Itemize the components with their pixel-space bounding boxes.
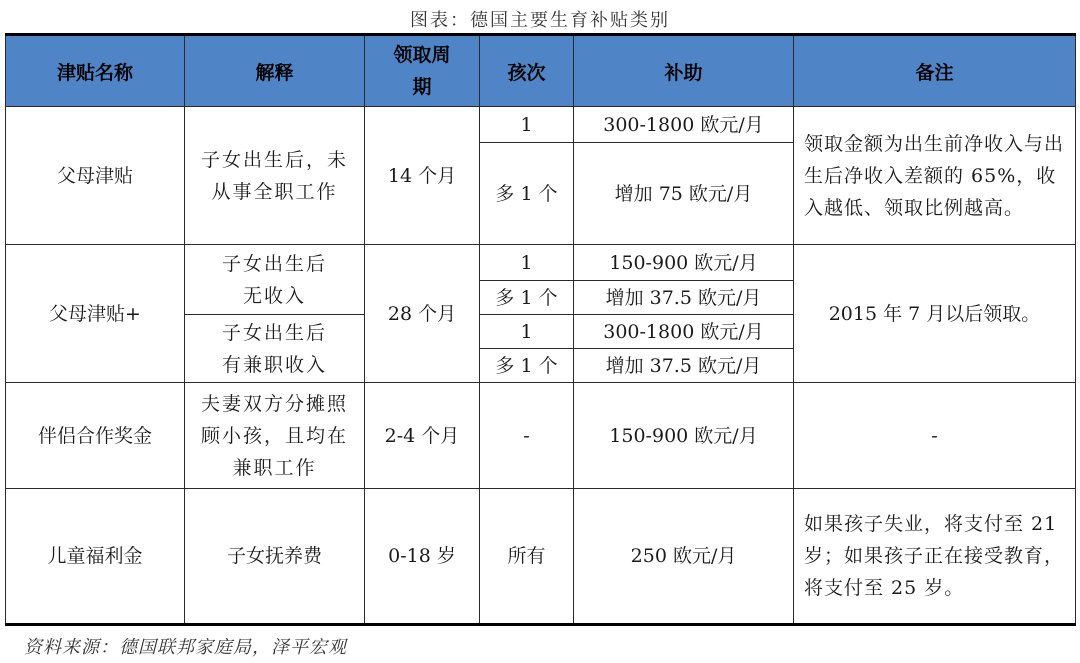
cell-explain: 子女抚养费: [185, 489, 365, 625]
header-row: [6, 35, 1076, 107]
cell-amount: 250 欧元/月: [574, 489, 794, 625]
table-row: [6, 383, 1076, 489]
cell-amount: 300-1800 欧元/月: [574, 107, 794, 143]
source-note: 资料来源：德国联邦家庭局，泽平宏观: [24, 637, 347, 658]
table-row: [6, 489, 1076, 625]
subsidy-table: [5, 33, 1076, 626]
cell-explain: 子女出生后，未从事全职工作: [185, 107, 365, 245]
table-row: [6, 245, 1076, 281]
cell-child-order: 1: [480, 245, 574, 281]
header-name: 津贴名称: [6, 35, 185, 107]
cell-note: 2015 年 7 月以后领取。: [794, 245, 1076, 383]
cell-note: 如果孩子失业，将支付至 21 岁；如果孩子正在接受教育，将支付至 25 岁。: [794, 489, 1076, 625]
header-period: 领取周期: [365, 35, 480, 107]
header-note: 备注: [794, 35, 1076, 107]
cell-amount: 150-900 欧元/月: [574, 245, 794, 281]
table-title: 图表：德国主要生育补贴类别: [410, 10, 670, 31]
cell-child-order: 所有: [480, 489, 574, 625]
cell-name: 伴侣合作奖金: [6, 383, 185, 489]
header-explain: 解释: [185, 35, 365, 107]
cell-amount: 增加 37.5 欧元/月: [574, 281, 794, 315]
cell-amount: 150-900 欧元/月: [574, 383, 794, 489]
cell-amount: 增加 75 欧元/月: [574, 143, 794, 245]
header-amount: 补助: [574, 35, 794, 107]
cell-child-order: -: [480, 383, 574, 489]
cell-child-order: 多 1 个: [480, 281, 574, 315]
header-child-order: 孩次: [480, 35, 574, 107]
cell-note: 领取金额为出生前净收入与出生后净收入差额的 65%，收入越低、领取比例越高。: [794, 107, 1076, 245]
cell-explain: 子女出生后无收入: [185, 245, 365, 315]
cell-child-order: 1: [480, 107, 574, 143]
cell-amount: 增加 37.5 欧元/月: [574, 349, 794, 383]
cell-child-order: 1: [480, 315, 574, 349]
cell-explain: 夫妻双方分摊照顾小孩，且均在兼职工作: [185, 383, 365, 489]
cell-note: -: [794, 383, 1076, 489]
cell-explain: 子女出生后有兼职收入: [185, 315, 365, 383]
cell-name: 父母津贴: [6, 107, 185, 245]
cell-period: 2-4 个月: [365, 383, 480, 489]
cell-name: 儿童福利金: [6, 489, 185, 625]
table-row: [6, 107, 1076, 143]
cell-amount: 300-1800 欧元/月: [574, 315, 794, 349]
cell-child-order: 多 1 个: [480, 143, 574, 245]
cell-name: 父母津贴+: [6, 245, 185, 383]
cell-period: 0-18 岁: [365, 489, 480, 625]
cell-period: 28 个月: [365, 245, 480, 383]
cell-period: 14 个月: [365, 107, 480, 245]
cell-child-order: 多 1 个: [480, 349, 574, 383]
